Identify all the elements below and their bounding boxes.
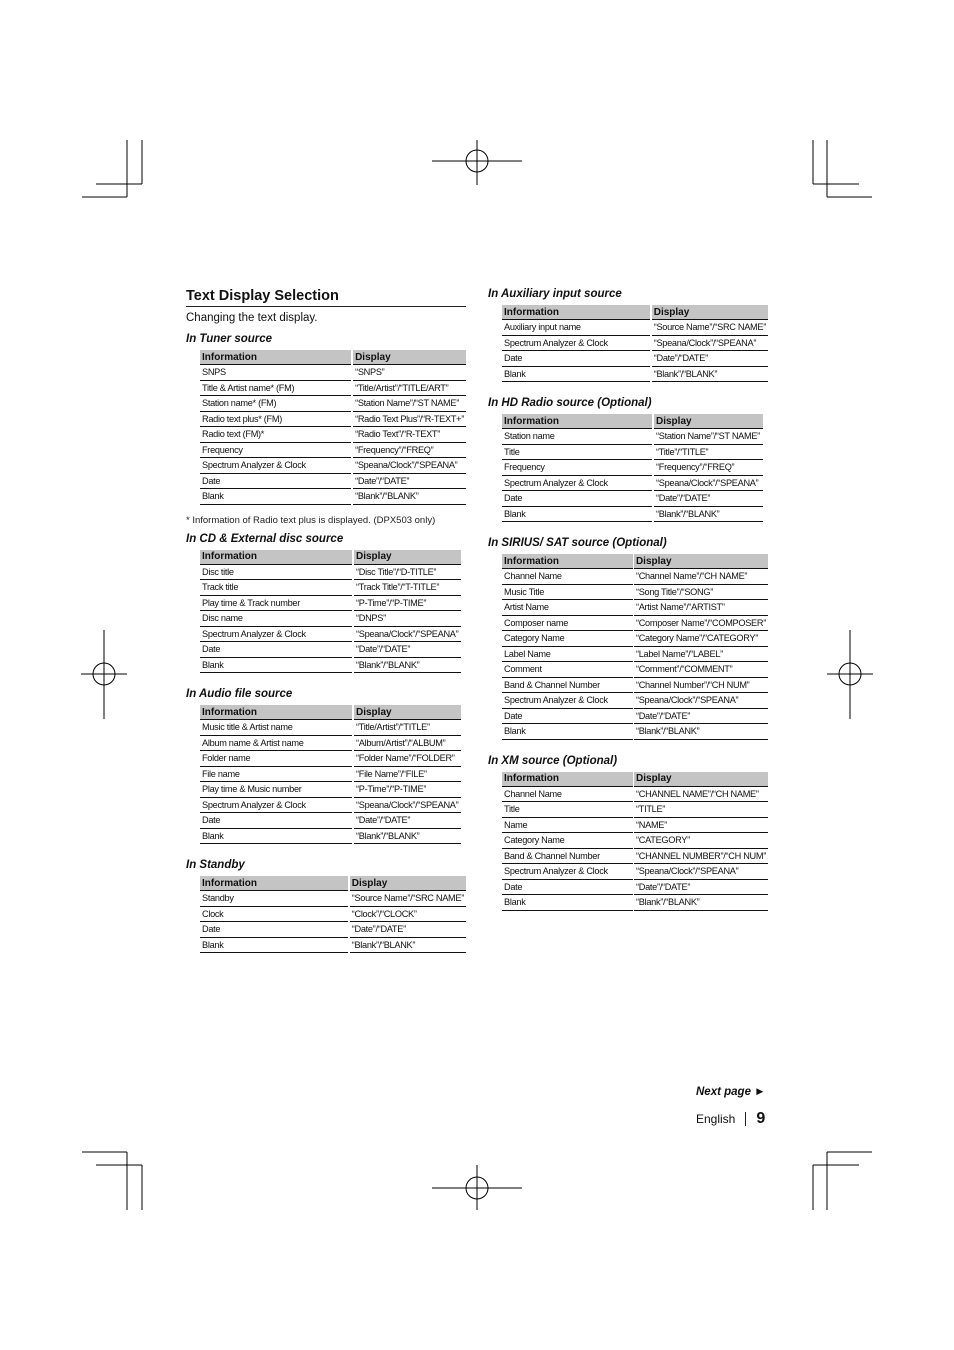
- table-row: [200, 489, 466, 505]
- table-row: [200, 922, 466, 938]
- cell-display: “Date”/“DATE”: [654, 491, 763, 507]
- cell-display: “Artist Name”/“ARTIST”: [634, 600, 768, 616]
- cell-display: “P-Time”/“P-TIME”: [354, 595, 461, 611]
- section-spacer: [186, 844, 466, 858]
- cell-information: Radio text plus* (FM): [200, 411, 351, 427]
- table-row: [502, 848, 768, 864]
- table-row: [200, 751, 461, 767]
- cell-display: “CATEGORY”: [634, 833, 768, 849]
- cell-display: “Blank”/“BLANK”: [634, 895, 768, 911]
- header-display: Display: [634, 772, 768, 787]
- table-row: [200, 891, 466, 907]
- table-row: [200, 427, 466, 443]
- section-title-audio: In Audio file source: [186, 688, 293, 700]
- table-row: [200, 813, 461, 829]
- table-row: [502, 786, 768, 802]
- cell-display: “Blank”/“BLANK”: [654, 506, 763, 522]
- cell-information: Spectrum Analyzer & Clock: [200, 458, 351, 474]
- section-title-tuner: In Tuner source: [186, 333, 273, 345]
- table-aux: [502, 305, 768, 382]
- table-row: [502, 351, 768, 367]
- cell-display: “Disc Title”/“D-TITLE”: [354, 564, 461, 580]
- cell-information: Date: [200, 473, 351, 489]
- section-title-cd: In CD & External disc source: [186, 532, 344, 545]
- cell-display: “File Name”/“FILE”: [354, 766, 461, 782]
- table-row: [502, 708, 768, 724]
- cell-information: Blank: [200, 937, 348, 953]
- table-row: [200, 396, 466, 412]
- header-information: Information: [502, 414, 652, 429]
- cell-information: Title: [502, 802, 633, 818]
- table-standby: [200, 876, 466, 953]
- cell-information: Frequency: [502, 460, 652, 476]
- footnote: * Information of Radio text plus is displayed. (DPX503 only): [186, 514, 436, 526]
- cell-display: “Label Name”/“LABEL”: [634, 646, 768, 662]
- cell-information: Radio text (FM)*: [200, 427, 351, 443]
- cell-display: “Comment”/“COMMENT”: [634, 662, 768, 678]
- language-label: English: [696, 1112, 736, 1126]
- cell-information: Channel Name: [502, 569, 633, 585]
- table-row: [502, 600, 768, 616]
- cell-information: SNPS: [200, 365, 351, 381]
- table-row: [502, 662, 768, 678]
- header-display: Display: [652, 305, 768, 320]
- section-title-standby: In Standby: [186, 859, 245, 871]
- cell-information: Date: [502, 879, 633, 895]
- cell-display: “Speana/Clock”/“SPEANA”: [354, 797, 461, 813]
- cell-information: Band & Channel Number: [502, 848, 633, 864]
- table-row: [502, 320, 768, 336]
- cell-information: Spectrum Analyzer & Clock: [200, 626, 352, 642]
- cell-display: “Speana/Clock”/“SPEANA”: [652, 335, 768, 351]
- table-row: [502, 615, 768, 631]
- cell-information: Composer name: [502, 615, 633, 631]
- section-title-xm: In XM source (Optional): [488, 754, 618, 767]
- table-row: [502, 833, 768, 849]
- table-row: [502, 677, 768, 693]
- right-column: [488, 287, 768, 925]
- cell-information: Band & Channel Number: [502, 677, 633, 693]
- table-row: [502, 864, 768, 880]
- cell-display: “Speana/Clock”/“SPEANA”: [634, 693, 768, 709]
- cell-display: “Date”/“DATE”: [354, 813, 461, 829]
- cell-display: “Radio Text”/“R-TEXT”: [353, 427, 466, 443]
- cell-display: “Title/Artist”/“TITLE/ART”: [353, 380, 466, 396]
- cell-display: “Date”/“DATE”: [634, 879, 768, 895]
- cell-information: Auxiliary input name: [502, 320, 650, 336]
- table-row: [502, 569, 768, 585]
- cell-information: Station name: [502, 429, 652, 445]
- cell-display: “Date”/“DATE”: [353, 473, 466, 489]
- table-row: [502, 335, 768, 351]
- page-footer: [696, 1110, 765, 1128]
- cell-information: Category Name: [502, 631, 633, 647]
- cell-information: Clock: [200, 906, 348, 922]
- cell-display: “Blank”/“BLANK”: [354, 828, 461, 844]
- header-display: Display: [354, 705, 461, 720]
- cell-display: “NAME”: [634, 817, 768, 833]
- cell-display: “SNPS”: [353, 365, 466, 381]
- table-header-row: [502, 305, 768, 320]
- cell-display: “Song Title”/“SONG”: [634, 584, 768, 600]
- cell-information: Station name* (FM): [200, 396, 351, 412]
- section-title-hd: In HD Radio source (Optional): [488, 397, 652, 409]
- cell-display: “CHANNEL NUMBER”/“CH NUM”: [634, 848, 768, 864]
- left-column: [186, 288, 466, 967]
- cell-display: “Composer Name”/“COMPOSER”: [634, 615, 768, 631]
- table-row: [200, 442, 466, 458]
- table-row: [200, 828, 461, 844]
- table-tuner: [200, 350, 466, 505]
- table-header-row: [200, 876, 466, 891]
- cell-information: Play time & Track number: [200, 595, 352, 611]
- table-row: [200, 657, 461, 673]
- table-row: [200, 595, 461, 611]
- cell-information: Category Name: [502, 833, 633, 849]
- table-row: [502, 444, 763, 460]
- cell-display: “Track Title”/“T-TITLE”: [354, 580, 461, 596]
- table-row: [200, 365, 466, 381]
- table-audio: [200, 705, 461, 844]
- cell-display: “Speana/Clock”/“SPEANA”: [634, 864, 768, 880]
- cell-display: “P-Time”/“P-TIME”: [354, 782, 461, 798]
- table-row: [200, 473, 466, 489]
- table-row: [200, 766, 461, 782]
- cell-information: Blank: [200, 828, 352, 844]
- next-page-label: Next page ►: [696, 1086, 766, 1098]
- table-row: [502, 491, 763, 507]
- table-row: [200, 626, 461, 642]
- cell-information: Blank: [200, 657, 352, 673]
- table-xm: [502, 772, 768, 911]
- table-row: [502, 475, 763, 491]
- cell-display: “DNPS”: [354, 611, 461, 627]
- cell-information: Title: [502, 444, 652, 460]
- cell-information: File name: [200, 766, 352, 782]
- cell-display: “Blank”/“BLANK”: [634, 724, 768, 740]
- cell-display: “Speana/Clock”/“SPEANA”: [354, 626, 461, 642]
- table-header-row: [502, 554, 768, 569]
- page-number: 9: [756, 1110, 766, 1127]
- table-row: [502, 460, 763, 476]
- cell-display: “Station Name”/“ST NAME”: [654, 429, 763, 445]
- header-display: Display: [353, 350, 466, 365]
- section-spacer: [488, 382, 768, 396]
- cell-display: “Album/Artist”/“ALBUM”: [354, 735, 461, 751]
- table-row: [200, 580, 461, 596]
- header-display: Display: [350, 876, 466, 891]
- cell-information: Artist Name: [502, 600, 633, 616]
- cell-display: “Date”/“DATE”: [354, 642, 461, 658]
- header-display: Display: [654, 414, 763, 429]
- cell-information: Disc title: [200, 564, 352, 580]
- cell-display: “Channel Number”/“CH NUM”: [634, 677, 768, 693]
- table-row: [502, 895, 768, 911]
- cell-display: “CHANNEL NAME”/“CH NAME”: [634, 786, 768, 802]
- cell-information: Play time & Music number: [200, 782, 352, 798]
- table-row: [200, 564, 461, 580]
- cell-information: Date: [200, 642, 352, 658]
- cell-display: “Title”/“TITLE”: [654, 444, 763, 460]
- cell-display: “Category Name”/“CATEGORY”: [634, 631, 768, 647]
- cell-information: Spectrum Analyzer & Clock: [502, 335, 650, 351]
- cell-information: Frequency: [200, 442, 351, 458]
- cell-information: Date: [502, 351, 650, 367]
- left-sections: [186, 332, 466, 967]
- cell-display: “Date”/“DATE”: [634, 708, 768, 724]
- table-row: [502, 646, 768, 662]
- header-display: Display: [634, 554, 768, 569]
- cell-display: “Blank”/“BLANK”: [354, 657, 461, 673]
- table-sirius: [502, 554, 768, 740]
- cell-display: “Blank”/“BLANK”: [652, 366, 768, 382]
- header-information: Information: [502, 772, 633, 787]
- table-row: [502, 724, 768, 740]
- cell-information: Channel Name: [502, 786, 633, 802]
- cell-display: “Clock”/“CLOCK”: [350, 906, 466, 922]
- page-title: Text Display Selection: [186, 288, 466, 307]
- table-row: [200, 411, 466, 427]
- section-spacer: [488, 522, 768, 536]
- cell-information: Blank: [502, 366, 650, 382]
- table-row: [502, 429, 763, 445]
- table-row: [502, 879, 768, 895]
- section-spacer: [186, 673, 466, 687]
- header-information: Information: [200, 350, 351, 365]
- table-row: [502, 366, 768, 382]
- header-information: Information: [200, 550, 352, 565]
- section-spacer: [186, 953, 466, 967]
- section-spacer: [488, 911, 768, 925]
- cell-display: “Date”/“DATE”: [652, 351, 768, 367]
- table-row: [200, 642, 461, 658]
- table-row: [200, 611, 461, 627]
- cell-information: Standby: [200, 891, 348, 907]
- table-row: [502, 802, 768, 818]
- cell-display: “Source Name”/“SRC NAME”: [350, 891, 466, 907]
- table-row: [200, 797, 461, 813]
- page-subtitle: Changing the text display.: [186, 312, 318, 324]
- cell-display: “Title/Artist”/“TITLE”: [354, 720, 461, 736]
- table-hd: [502, 414, 763, 522]
- section-spacer: [488, 740, 768, 754]
- table-row: [200, 735, 461, 751]
- cell-display: “Speana/Clock”/“SPEANA”: [353, 458, 466, 474]
- cell-information: Label Name: [502, 646, 633, 662]
- cell-information: Comment: [502, 662, 633, 678]
- table-row: [200, 380, 466, 396]
- cell-information: Blank: [502, 506, 652, 522]
- cell-information: Date: [200, 813, 352, 829]
- cell-information: Music Title: [502, 584, 633, 600]
- header-information: Information: [502, 554, 633, 569]
- cell-information: Spectrum Analyzer & Clock: [502, 693, 633, 709]
- cell-display: “Frequency”/“FREQ”: [353, 442, 466, 458]
- table-header-row: [200, 350, 466, 365]
- table-cd: [200, 550, 461, 674]
- table-header-row: [502, 772, 768, 787]
- table-row: [502, 631, 768, 647]
- cell-information: Folder name: [200, 751, 352, 767]
- table-row: [502, 584, 768, 600]
- cell-display: “Speana/Clock”/“SPEANA”: [654, 475, 763, 491]
- table-row: [502, 693, 768, 709]
- cell-information: Date: [502, 491, 652, 507]
- table-row: [200, 937, 466, 953]
- cell-information: Name: [502, 817, 633, 833]
- cell-information: Spectrum Analyzer & Clock: [200, 797, 352, 813]
- table-header-row: [502, 414, 763, 429]
- cell-display: “Channel Name”/“CH NAME”: [634, 569, 768, 585]
- cell-information: Album name & Artist name: [200, 735, 352, 751]
- cell-information: Blank: [502, 895, 633, 911]
- cell-display: “Blank”/“BLANK”: [350, 937, 466, 953]
- table-row: [200, 906, 466, 922]
- cell-information: Spectrum Analyzer & Clock: [502, 475, 652, 491]
- cell-information: Disc name: [200, 611, 352, 627]
- header-information: Information: [200, 876, 348, 891]
- table-row: [200, 720, 461, 736]
- section-title-aux: In Auxiliary input source: [488, 288, 622, 300]
- cell-display: “Blank”/“BLANK”: [353, 489, 466, 505]
- cell-display: “Source Name”/“SRC NAME”: [652, 320, 768, 336]
- table-row: [200, 458, 466, 474]
- table-row: [502, 817, 768, 833]
- table-header-row: [200, 550, 461, 565]
- footer-divider: [745, 1112, 746, 1126]
- cell-display: “TITLE”: [634, 802, 768, 818]
- table-header-row: [200, 705, 461, 720]
- header-display: Display: [354, 550, 461, 565]
- cell-information: Spectrum Analyzer & Clock: [502, 864, 633, 880]
- cell-information: Music title & Artist name: [200, 720, 352, 736]
- header-information: Information: [502, 305, 650, 320]
- cell-display: “Radio Text Plus”/“R-TEXT+”: [353, 411, 466, 427]
- table-row: [502, 506, 763, 522]
- cell-information: Blank: [200, 489, 351, 505]
- cell-information: Date: [502, 708, 633, 724]
- section-title-sirius: In SIRIUS/ SAT source (Optional): [488, 537, 667, 549]
- table-row: [200, 782, 461, 798]
- cell-display: “Frequency”/“FREQ”: [654, 460, 763, 476]
- cell-information: Blank: [502, 724, 633, 740]
- cell-information: Date: [200, 922, 348, 938]
- header-information: Information: [200, 705, 352, 720]
- cell-display: “Station Name”/“ST NAME”: [353, 396, 466, 412]
- cell-information: Track title: [200, 580, 352, 596]
- right-sections: [488, 287, 768, 925]
- cell-information: Title & Artist name* (FM): [200, 380, 351, 396]
- cell-display: “Folder Name”/“FOLDER”: [354, 751, 461, 767]
- cell-display: “Date”/“DATE”: [350, 922, 466, 938]
